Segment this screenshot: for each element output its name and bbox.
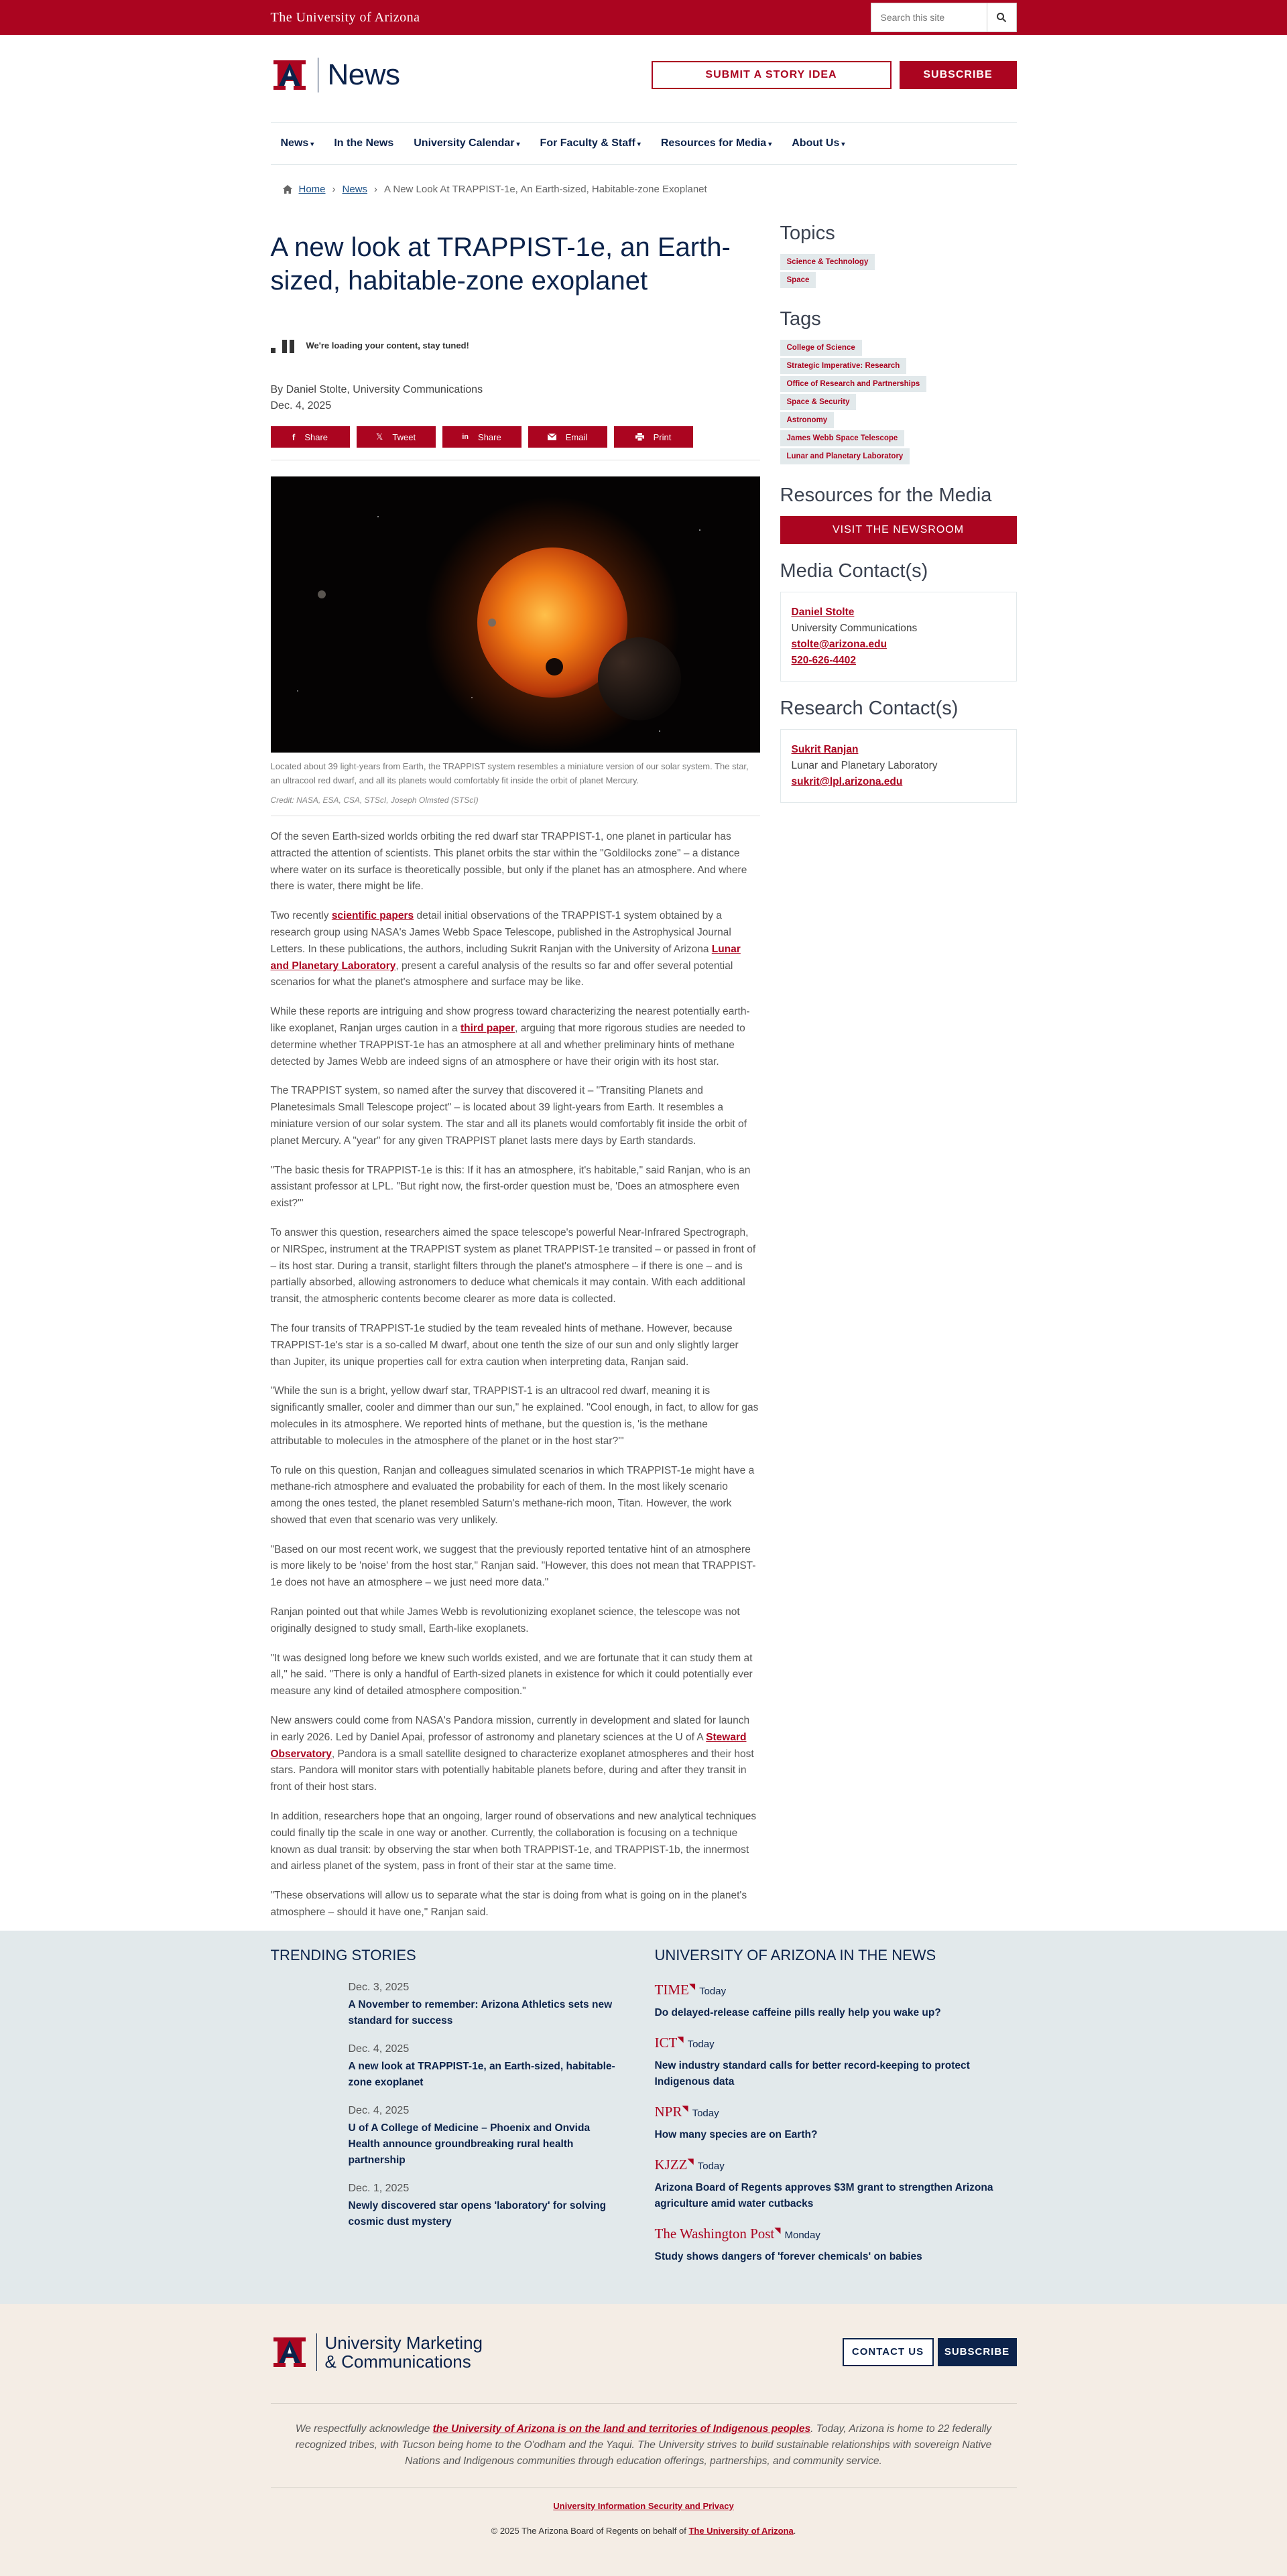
news-day: Today: [699, 1985, 727, 1997]
caret-down-icon: ▾: [637, 141, 641, 148]
external-link-icon: ◥: [774, 2225, 781, 2235]
trending-title[interactable]: U of A College of Medicine – Phoenix and Onvida Health announce groundbreaking rural health partnership: [348, 2122, 591, 2166]
contact-org: University Communications: [791, 623, 918, 634]
news-day: Today: [697, 2160, 725, 2172]
printer-icon: [635, 433, 644, 441]
paragraph: While these reports are intriguing and show progress toward characterizing the nearest potentially earth-like exoplanet, Ranjan urges caution in a third paper, arguing that more rigorous studies are needed to determine whether TRAPPIST-1e has an atmosphere at all and whether preliminary hints of methane detected by James Webb are indeed signs of an atmosphere or have their origin with its host star.: [270, 1006, 750, 1068]
land-acknowledgment-link[interactable]: the University of Arizona is on the land and territories of Indigenous peoples: [432, 2423, 811, 2435]
security-privacy-link[interactable]: University Information Security and Privacy: [553, 2500, 734, 2511]
site-header: [0, 35, 1287, 115]
caret-down-icon: ▾: [516, 141, 520, 148]
breadcrumb-home-link[interactable]: Home: [298, 183, 326, 195]
footer-links: [271, 2501, 1017, 2511]
news-headline[interactable]: Study shows dangers of 'forever chemicals' on babies: [654, 2250, 922, 2262]
lower-section: [0, 1931, 1287, 2304]
image-credit: Credit: NASA, ESA, CSA, STScI, Joseph Olmsted (STScI): [271, 795, 760, 816]
article-title: A new look at TRAPPIST-1e, an Earth-sized, habitable-zone exoplanet: [270, 233, 731, 296]
chevron-right-icon: ›: [332, 183, 336, 195]
media-contact-card: [780, 592, 1017, 682]
share-linkedin-button[interactable]: in Share: [442, 426, 522, 448]
paragraph: Two recently scientific papers detail initial observations of the TRAPPIST-1 system obtained by a research group using NASA's James Webb Space Telescope, published in the Astrophysical Journal Letters. In these publications, the authors, including Sukrit Ranjan with the University of Arizona Lunar and Planetary Laboratory, present a careful analysis of the results so far and offer several potential scenarios for what the planet's atmosphere and surface may be like.: [270, 910, 741, 988]
news-item[interactable]: [655, 2035, 1017, 2090]
news-item[interactable]: [655, 2156, 1017, 2212]
lpl-link[interactable]: Lunar and Planetary Laboratory: [270, 943, 741, 972]
main-nav: [271, 122, 1017, 165]
trending-date: Dec. 3, 2025: [348, 1981, 410, 1993]
share-print-button[interactable]: Print: [614, 426, 693, 448]
nav-item-faculty-staff[interactable]: For Faculty & Staff ▾: [540, 137, 641, 149]
loading-text: We're loading your content, stay tuned!: [306, 340, 469, 350]
x-icon: 𝕏: [375, 432, 383, 442]
footer-unit-name: University Marketing & Communications: [324, 2332, 483, 2372]
envelope-icon: [548, 434, 556, 440]
trending-item[interactable]: [271, 2105, 619, 2169]
caret-down-icon: ▾: [841, 141, 845, 148]
nav-item-news[interactable]: News ▾: [280, 137, 314, 149]
breadcrumb: [271, 165, 1017, 213]
in-the-news: [655, 1947, 1017, 2278]
tag-item[interactable]: James Webb Space Telescope: [780, 430, 905, 446]
header-actions: [652, 61, 1017, 89]
nav-item-university-calendar[interactable]: University Calendar ▾: [414, 137, 520, 149]
in-the-news-heading: UNIVERSITY OF ARIZONA IN THE NEWS: [654, 1946, 936, 1963]
paragraph: To rule on this question, Ranjan and colleagues simulated scenarios in which TRAPPIST-1e might have a methane-rich atmosphere and evaluated the probability for each of them. In the most likely scenario among the ones tested, the planet resembled Saturn's methane-rich moon, Titan. However, the work showed that even that scenario was very unlikely.: [270, 1464, 755, 1526]
search-icon: [996, 12, 1007, 23]
site-name: News: [327, 58, 400, 91]
news-headline[interactable]: Do delayed-release caffeine pills really help you wake up?: [654, 2006, 941, 2018]
nav-item-resources-media[interactable]: Resources for Media ▾: [660, 137, 772, 149]
research-contact-heading: Research Contact(s): [780, 698, 959, 719]
paragraph: "These observations will allow us to separate what the star is doing from what is going on in the planet's atmosphere – should it have one," Ranjan said.: [270, 1890, 747, 1919]
land-acknowledgment: We respectfully acknowledge the University of Arizona is on the land and territories of Indigenous peoples. Today, Arizona is home to 22 federally recognized tribes, with Tucson being home to the O'odham and the Yaqui. The University strives to build sustainable relationships with sovereign Native Nations and Indigenous communities through education offerings, partnerships, and community service.: [271, 2421, 1017, 2488]
paragraph: New answers could come from NASA's Pandora mission, currently in development and slated for launch in early 2026. Led by Daniel Apai, professor of astronomy and planetary sciences at the U of A Steward Observatory, Pandora is a small satellite designed to characterize exoplanet atmospheres and their host stars. Pandora will monitor stars with potentially habitable planets before, during and after they transit in front of their host stars.: [270, 1715, 754, 1793]
trending-date: Dec. 4, 2025: [348, 2043, 410, 2055]
resources-heading: Resources for the Media: [780, 485, 992, 506]
tags-list: [780, 340, 1017, 464]
news-item[interactable]: [655, 2226, 1017, 2265]
news-day: Monday: [784, 2229, 820, 2241]
paragraph: "Based on our most recent work, we suggest that the previously reported tentative hint of an atmosphere is more likely to be 'noise' from the host star," Ranjan said. "However, this does not mean that TRAPPIST-1e does not have an atmosphere – we just need more data.": [270, 1543, 756, 1589]
tags-heading: Tags: [780, 308, 821, 330]
news-source: ICT◥: [654, 2034, 684, 2051]
nav-item-about-us[interactable]: About Us ▾: [792, 137, 845, 149]
university-link[interactable]: The University of Arizona: [688, 2525, 794, 2536]
tag-item[interactable]: Astronomy: [780, 412, 835, 428]
news-source: KJZZ◥: [654, 2156, 694, 2173]
topic-tag[interactable]: Science & Technology: [780, 254, 875, 270]
share-email-button[interactable]: Email: [528, 426, 607, 448]
news-item[interactable]: [655, 2104, 1017, 2143]
news-source: TIME◥: [654, 1981, 696, 1998]
news-source: NPR◥: [654, 2103, 688, 2120]
caret-down-icon: ▾: [310, 141, 314, 148]
footer-brand[interactable]: [271, 2333, 483, 2371]
media-contact-heading: Media Contact(s): [780, 560, 928, 582]
visit-newsroom-button[interactable]: VISIT THE NEWSROOM: [780, 516, 1017, 544]
article: [271, 213, 760, 1921]
topics-heading: Topics: [780, 222, 835, 244]
site-brand[interactable]: [271, 58, 400, 92]
breadcrumb-news-link[interactable]: News: [342, 183, 368, 195]
trending-title[interactable]: A new look at TRAPPIST-1e, an Earth-sized, habitable-zone exoplanet: [348, 2060, 615, 2088]
news-headline[interactable]: New industry standard calls for better record-keeping to protect Indigenous data: [654, 2059, 970, 2087]
loading-bars-icon: [271, 337, 294, 353]
search-button[interactable]: [987, 3, 1017, 32]
article-body: [271, 829, 760, 1921]
contact-email-link[interactable]: stolte@arizona.edu: [791, 639, 887, 650]
trending-date: Dec. 1, 2025: [348, 2182, 410, 2194]
linkedin-icon: in: [462, 433, 469, 441]
nav-item-in-the-news[interactable]: In the News: [334, 137, 394, 149]
trending-title[interactable]: A November to remember: Arizona Athletics sets new standard for success: [348, 1998, 613, 2026]
top-bar: [0, 0, 1287, 35]
article-byline: [271, 382, 760, 414]
brand-divider: [316, 2333, 317, 2371]
external-link-icon: ◥: [682, 2103, 688, 2113]
news-headline[interactable]: How many species are on Earth?: [654, 2128, 818, 2140]
caret-down-icon: ▾: [768, 141, 772, 148]
news-item[interactable]: [655, 1982, 1017, 2021]
tag-item[interactable]: Office of Research and Partnerships: [780, 376, 927, 392]
scientific-papers-link[interactable]: scientific papers: [331, 910, 414, 922]
contact-name-link[interactable]: Daniel Stolte: [791, 606, 855, 618]
sidebar: [780, 213, 1017, 1921]
tag-item[interactable]: Space & Security: [780, 394, 857, 410]
news-day: Today: [687, 2038, 715, 2050]
paragraph: The TRAPPIST system, so named after the survey that discovered it – "Transiting Planets and Planetesimals Small Telescope project" – is located about 39 light-years from Earth. It resembles a miniature version of our solar system. The star and all its planets would comfortably fit inside the orbit of planet Mercury. A "year" for any given TRAPPIST planet lasts mere days by Earth standards.: [270, 1085, 747, 1147]
contact-name-link[interactable]: Sukrit Ranjan: [791, 744, 859, 755]
external-link-icon: ◥: [687, 2156, 694, 2166]
arizona-a-logo-icon: [271, 58, 308, 92]
home-icon: [283, 185, 292, 194]
footer-subscribe-button[interactable]: SUBSCRIBE: [938, 2338, 1017, 2366]
chevron-right-icon: ›: [374, 183, 378, 195]
contact-email-link[interactable]: sukrit@lpl.arizona.edu: [791, 776, 903, 787]
facebook-icon: f: [292, 432, 296, 442]
research-contact-card: [780, 729, 1017, 803]
footer-top: [271, 2333, 1017, 2404]
subscribe-button[interactable]: SUBSCRIBE: [900, 61, 1017, 89]
tag-item[interactable]: Strategic Imperative: Research: [780, 358, 907, 374]
university-wordmark[interactable]: The University of Arizona: [270, 9, 420, 25]
contact-phone-link[interactable]: 520-626-4402: [791, 655, 857, 666]
trending-title[interactable]: Newly discovered star opens 'laboratory' for solving cosmic dust mystery: [348, 2199, 607, 2228]
news-day: Today: [692, 2107, 719, 2119]
site-footer: [0, 2304, 1287, 2576]
breadcrumb-current: A New Look At TRAPPIST-1e, An Earth-sized, Habitable-zone Exoplanet: [384, 183, 707, 195]
submit-story-button[interactable]: SUBMIT A STORY IDEA: [652, 61, 892, 89]
tag-item[interactable]: Lunar and Planetary Laboratory: [780, 448, 910, 464]
paragraph: Ranjan pointed out that while James Webb is revolutionizing exoplanet science, the telescope was not originally designed to study small, Earth-like exoplanets.: [270, 1606, 740, 1634]
loading-indicator: [271, 335, 760, 355]
tag-item[interactable]: College of Science: [780, 340, 862, 356]
paragraph: Of the seven Earth-sized worlds orbiting the red dwarf star TRAPPIST-1, one planet in particular has attracted the attention of scientists. This planet orbits the star within the "Goldilocks zone" – a distance where water on its surface is theoretically possible, but only if the planet has an atmosphere. And where there is water, there might be life.: [270, 831, 747, 893]
byline-author: By Daniel Stolte, University Communications: [270, 384, 483, 395]
share-facebook-button[interactable]: f Share: [271, 426, 350, 448]
exoplanet-illustration: [271, 476, 760, 753]
news-source: The Washington Post◥: [654, 2225, 781, 2242]
paragraph: The four transits of TRAPPIST-1e studied by the team revealed hints of methane. However, because TRAPPIST-1e's star is a so-called M dwarf, about one tenth the size of our sun and only slightly larger than Jupiter, its unique properties call for extra caution when interpreting data, Ranjan said.: [270, 1322, 739, 1368]
paragraph: "The basic thesis for TRAPPIST-1e is this: If it has an atmosphere, it's habitable," said Ranjan, who is an assistant professor at LPL. "But right now, the first-order question must be, 'Does an atmosphere even exist?'": [270, 1164, 751, 1210]
byline-date: Dec. 4, 2025: [270, 400, 332, 411]
contact-org: Lunar and Planetary Laboratory: [791, 760, 938, 771]
copyright: © 2025 The Arizona Board of Regents on behalf of The University of Arizona.: [491, 2525, 796, 2536]
footer-actions: [843, 2338, 1017, 2366]
trending-date: Dec. 4, 2025: [348, 2104, 410, 2116]
third-paper-link[interactable]: third paper: [461, 1022, 515, 1034]
paragraph: "While the sun is a bright, yellow dwarf star, TRAPPIST-1 is an ultracool red dwarf, meaning it is significantly smaller, cooler and dimmer than our sun," he explained. "Cool enough, in fact, to allow for gas molecules in its atmosphere. We reported hints of methane, but the question is, 'is the methane attributable to molecules in the atmosphere of the planet or in the host star?'": [270, 1385, 759, 1447]
trending-item[interactable]: [271, 1982, 619, 2029]
arizona-a-logo-icon: [271, 2335, 308, 2370]
image-caption: Located about 39 light-years from Earth, the TRAPPIST system resembles a miniature version of our solar system. The star, an ultracool red dwarf, and all its planets would comfortably fit inside the orbit of planet Mercury.: [270, 761, 749, 785]
search-input[interactable]: [871, 3, 987, 32]
hero-image-trappist-system: [271, 476, 760, 753]
trending-stories: [271, 1947, 619, 2278]
steward-observatory-link[interactable]: Steward Observatory: [270, 1731, 747, 1760]
share-bar: [271, 426, 760, 460]
paragraph: To answer this question, researchers aimed the space telescope's powerful Near-Infrared Spectrograph, or NIRSpec, instrument at the TRAPPIST system as planet TRAPPIST-1e transited – or passed in front of – its host star. During a transit, starlight filters through the planet's atmosphere – if there is one – and is partially absorbed, allowing astronomers to deduce what chemicals it may contain. With each additional transit, the atmospheric contents become clearer as more data is collected.: [270, 1226, 756, 1305]
trending-heading: TRENDING STORIES: [270, 1946, 416, 1963]
paragraph: In addition, researchers hope that an ongoing, larger round of observations and new analytical techniques could finally tip the scale in one way or another. Currently, the collaboration is focusing on a technique known as dual transit: by observing the star when both TRAPPIST-1e, and TRAPPIST-1b, the innermost and airless planet of the system, pass in front of their star at the same time.: [270, 1811, 757, 1872]
trending-item[interactable]: [271, 2043, 619, 2091]
topics-list: [780, 254, 1017, 288]
paragraph: "It was designed long before we knew such worlds existed, and we are fortunate that it can study them at all," he said. "There is only a handful of Earth-sized planets in existence for which it could potentially ever measure any kind of detailed atmosphere composition.": [270, 1652, 753, 1697]
site-search: [871, 3, 1017, 32]
external-link-icon: ◥: [677, 2034, 684, 2044]
share-x-button[interactable]: 𝕏 Tweet: [357, 426, 436, 448]
external-link-icon: ◥: [688, 1981, 696, 1991]
news-headline[interactable]: Arizona Board of Regents approves $3M grant to strengthen Arizona agriculture amid water cutbacks: [654, 2181, 993, 2209]
contact-us-button[interactable]: CONTACT US: [843, 2338, 934, 2366]
trending-item[interactable]: [271, 2183, 619, 2230]
topic-tag[interactable]: Space: [780, 272, 816, 288]
